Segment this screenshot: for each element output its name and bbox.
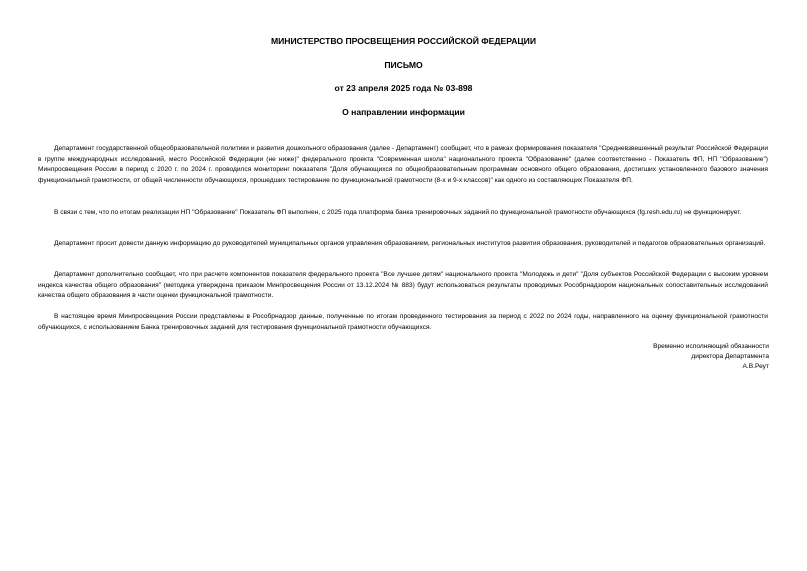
paragraph-2: В связи с тем, что по итогам реализации НП "Образование" Показатель ФП выполнен, с 2025 года платформа банка тренировочных заданий по функциональной грамотности обучающихся (fg.resh.edu.ru) не функционирует.: [54, 209, 742, 216]
paragraph-1: Департамент государственной общеобразовательной политики и развития дошкольного образования (далее - Департамент) сообщает, что в рамках формирования показателя "Средневзвешенный результат Российской Федерации в группе международных исследований, место Российской Федерации (не ниже)" федерального проекта "Современная школа" национального проекта "Образование" (далее соответственно - Показатель ФП, НП "Образование") Минпросвещения России в период с 2020 г. по 2024 г. проводился мониторинг показателя "Доля обучающихся по общеобразовательным программам основного общего образования, достигших установленного базового значения функциональной грамотности, от общей численности обучающихся, прошедших тестирование по функциональной грамотности (8-х и 9-х классов)" как одного из составляющих Показателя ФП.: [38, 145, 768, 184]
paragraph-3: Департамент просит довести данную информацию до руководителей муниципальных органов управления образованием, региональных институтов развития образования, руководителей и педагогов образовательных организаций.: [54, 240, 766, 247]
signature-position: Временно исполняющий обязанности: [653, 343, 769, 350]
ministry-title: МИНИСТЕРСТВО ПРОСВЕЩЕНИЯ РОССИЙСКОЙ ФЕДЕРАЦИИ: [270, 36, 537, 46]
paragraph-5: В настоящее время Минпросвещения России представлены в Рособрнадзор данные, полученные по итогам проведенного тестирования за период с 2022 по 2024 годы, направленного на оценку функциональной грамотности обучающихся, с использованием Банка тренировочных заданий для тестирования функциональной грамотности обучающихся.: [38, 313, 768, 331]
signature-department: директора Департамента: [691, 353, 769, 360]
paragraph-4: Департамент дополнительно сообщает, что при расчете компонентов показателя федерального проекта "Все лучшее детям" национального проекта "Молодежь и дети" "Доля субъектов Российской Федерации с высоким уровнем индекса качества общего образования" (методика утверждена приказом Минпросвещения России от 13.12.2024 № 883) будут использоваться результаты проводимых Рособрнадзором национальных сопоставительных исследований качества общего образования в части оценки функциональной грамотности.: [38, 271, 768, 300]
document-type: ПИСЬМО: [384, 60, 423, 70]
date-number: от 23 апреля 2025 года № 03-898: [334, 83, 473, 93]
signature-block: [509, 342, 769, 372]
document-subject: О направлении информации: [342, 107, 465, 117]
signature-name: А.В.Реут: [742, 363, 769, 370]
